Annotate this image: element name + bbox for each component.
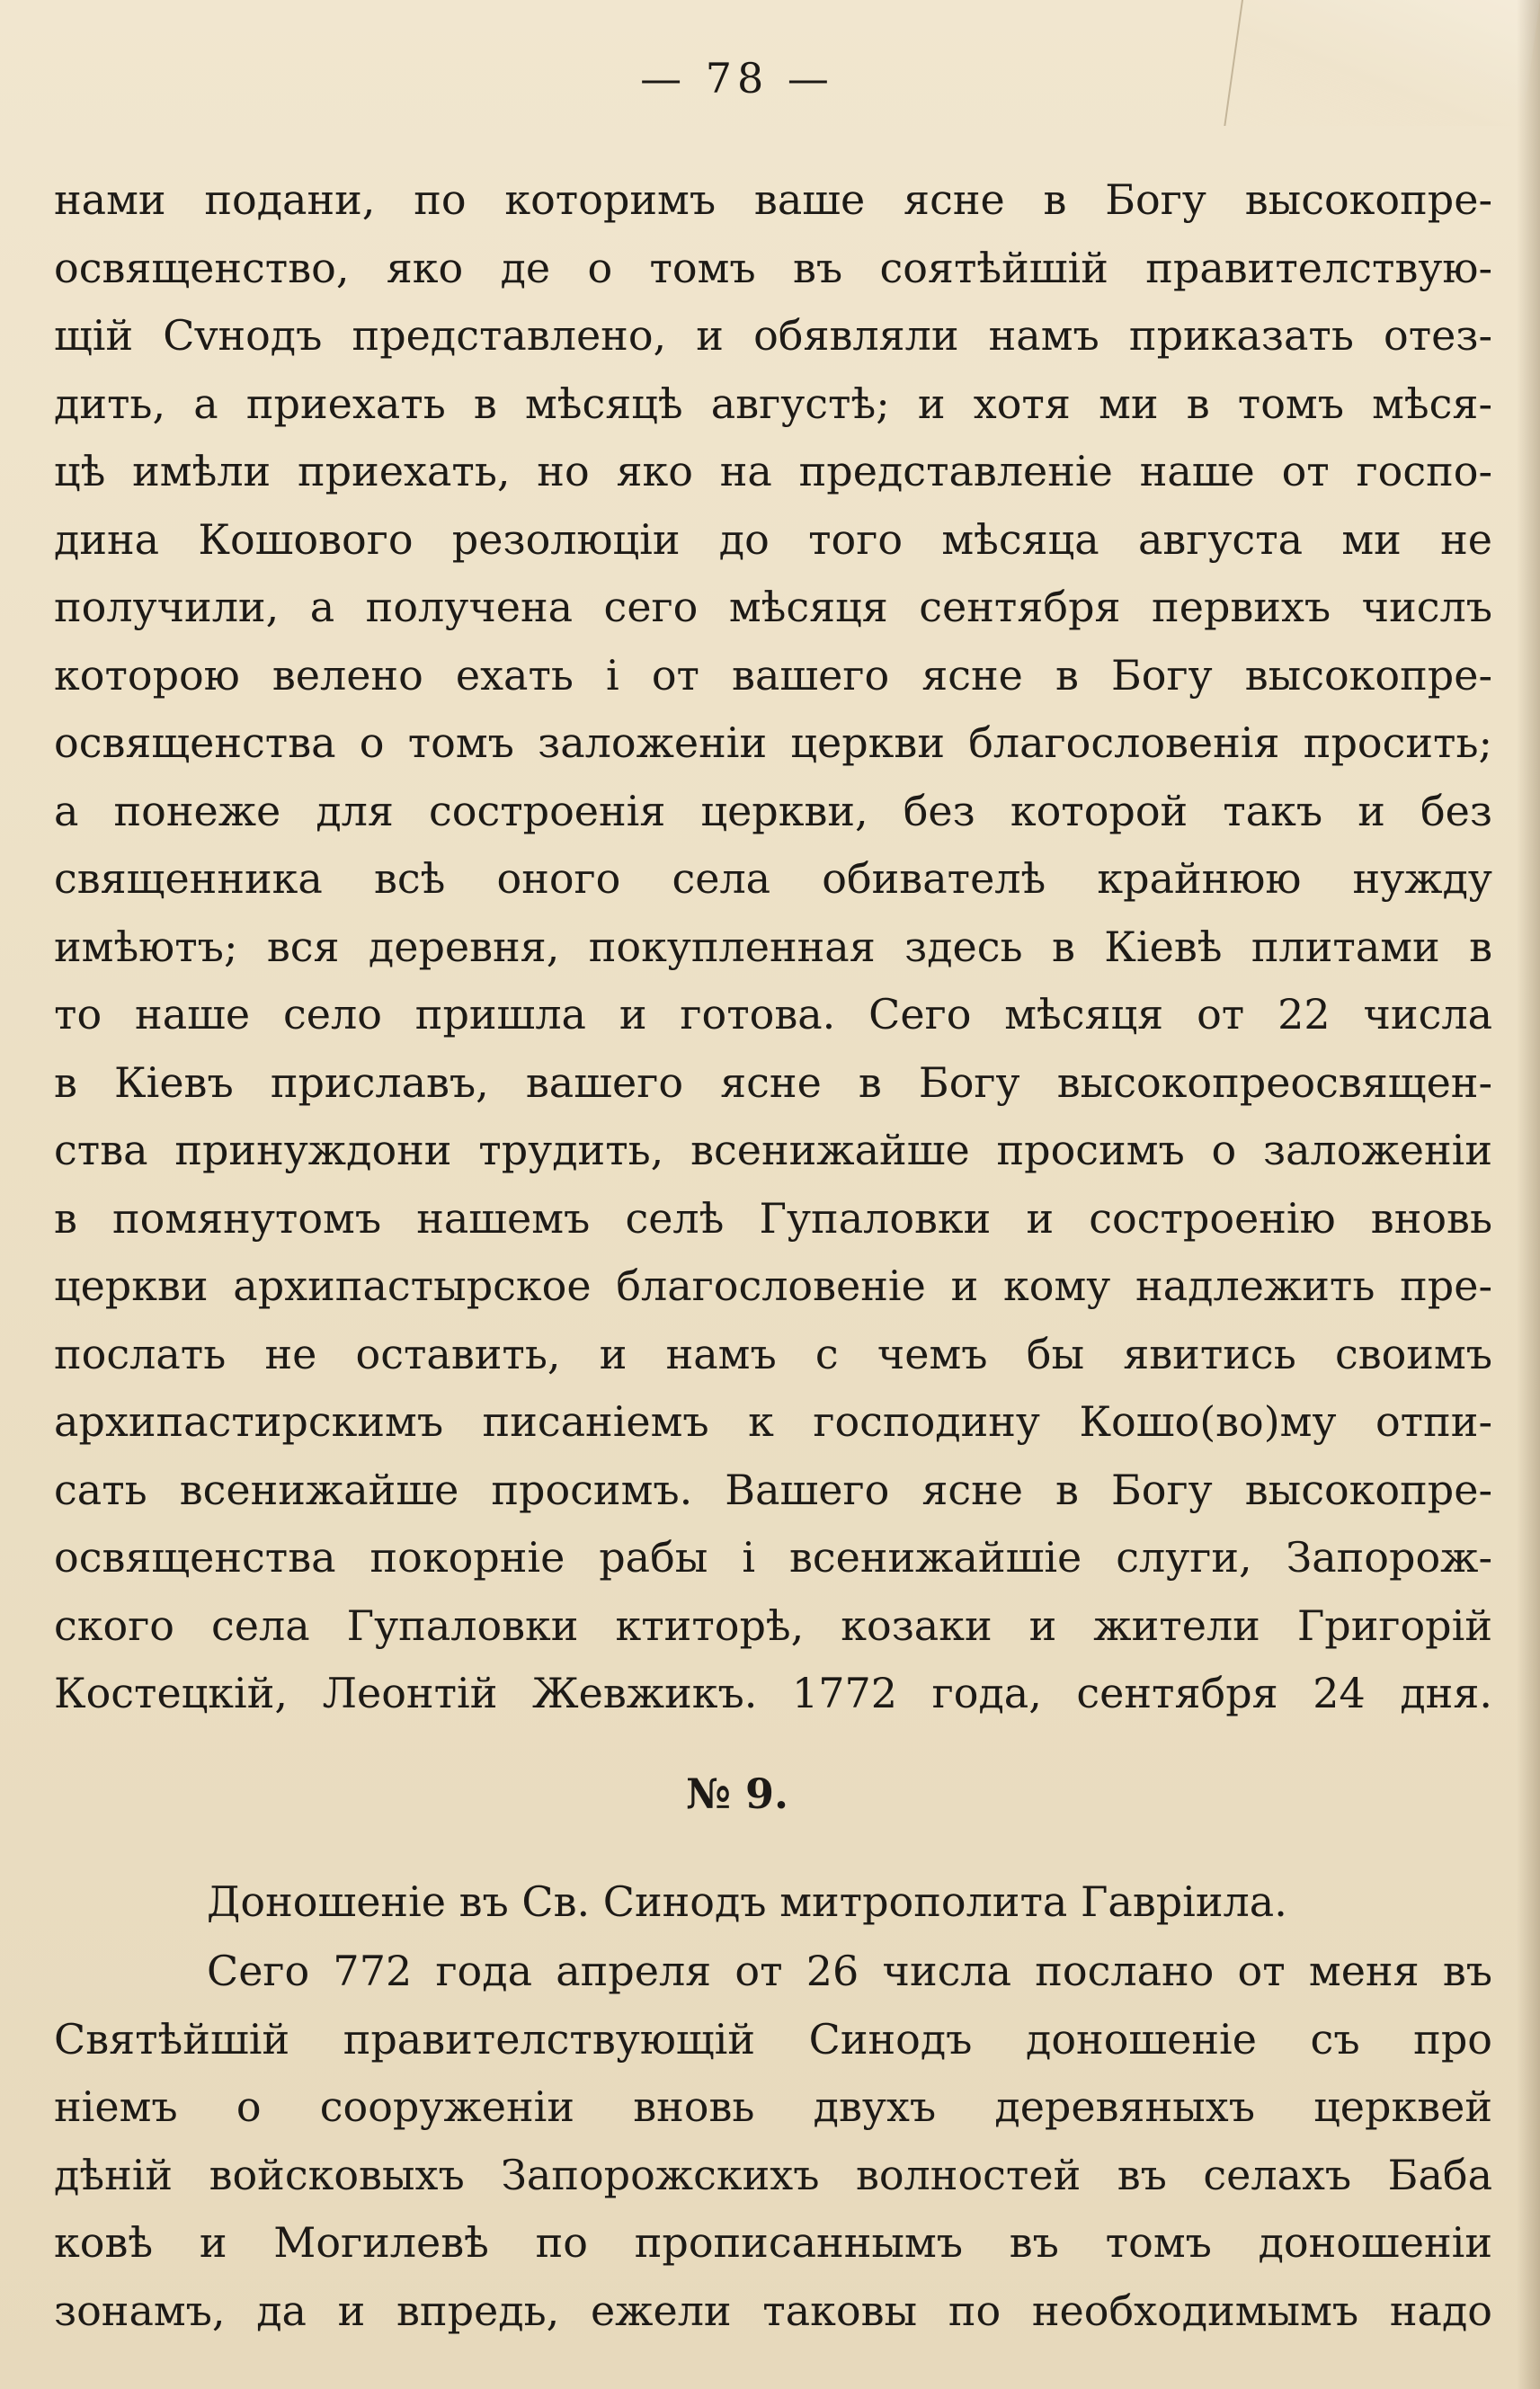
text-line: сать всенижайше просимъ. Вашего ясне в Богу высокопре- <box>54 1465 1492 1514</box>
text-line: зонамъ, да и впредь, ежели таковы по необходимымъ надо <box>54 2286 1492 2335</box>
text-line: щій Сvнодъ представлено, и обявляли намъ приказать отез- <box>54 311 1492 360</box>
text-line: дить, а приехать в мѣсяцѣ августѣ; и хотя ми в томъ мѣся- <box>54 379 1492 428</box>
text-line: освященства о томъ заложеніи церкви благословенія просить; <box>54 718 1492 767</box>
text-line: имѣютъ; вся деревня, покупленная здесь в Кіевѣ плитами в <box>54 922 1492 971</box>
text-line: в Кіевъ приславъ, вашего ясне в Богу высокопреосвящен- <box>54 1057 1492 1107</box>
section-heading: № 9. <box>685 1769 789 1818</box>
page-edge-shadow <box>1517 0 1540 2389</box>
text-line: Святѣйшій правителствующій Синодъ доношеніе съ про <box>54 2014 1492 2064</box>
text-line: Костецкій, Леонтій Жевжикъ. 1772 года, сентября 24 дня. <box>54 1669 1492 1717</box>
text-line: церкви архипастырское благословеніе и кому надлежить пре- <box>54 1261 1492 1310</box>
text-line: послать не оставить, и намъ с чемъ бы явитись своимъ <box>54 1329 1492 1378</box>
text-line: ского села Гупаловки ктиторѣ, козаки и жители Григорій <box>54 1600 1492 1650</box>
text-line: в помянутомъ нашемъ селѣ Гупаловки и состроенію вновь <box>54 1193 1492 1243</box>
text-line: а понеже для состроенія церкви, без которой такъ и без <box>54 786 1492 835</box>
text-line: то наше село пришла и готова. Сего мѣсяця от 22 числа <box>54 990 1492 1039</box>
text-line: ніемъ о сооруженіи вновь двухъ деревяныхъ церквей <box>54 2082 1492 2131</box>
text-line: архипастирскимъ писаніемъ к господину Кошо(во)му отпи- <box>54 1397 1492 1446</box>
text-line: священника всѣ оного села обивателѣ крайнюю нужду <box>54 854 1492 903</box>
text-line: ства принуждони трудить, всенижайше просимъ о заложеніи <box>54 1126 1492 1174</box>
section-title: Доношеніе въ Св. Синодъ митрополита Гавріила. <box>207 1877 1287 1926</box>
text-line: нами подани, по которимъ ваше ясне в Богу высокопре- <box>54 175 1492 224</box>
text-line: получили, а получена сего мѣсяця сентября первихъ числъ <box>54 583 1492 631</box>
text-line: цѣ имѣли приехать, но яко на представленіе наше от госпо- <box>54 447 1492 495</box>
text-line: освященства покорніе рабы і всенижайшіе слуги, Запорож- <box>54 1533 1492 1582</box>
text-line: дѣній войсковыхъ Запорожскихъ волностей въ селахъ Баба <box>54 2150 1492 2199</box>
page-number: — 78 — <box>640 54 834 103</box>
report-paragraph <box>54 1938 1492 2345</box>
text-line: освященство, яко де о томъ въ соятѣйшій правителствую- <box>54 243 1492 292</box>
text-line: которою велено ехать і от вашего ясне в Богу высокопре- <box>54 650 1492 700</box>
letter-paragraph <box>54 166 1492 1728</box>
text-line: Сего 772 года апреля от 26 числа послано от меня въ <box>207 1947 1492 1995</box>
text-line: дина Кошового резолюціи до того мѣсяца августа ми не <box>54 514 1492 564</box>
text-line: ковѣ и Могилевѣ по прописаннымъ въ томъ доношеніи <box>54 2218 1492 2267</box>
